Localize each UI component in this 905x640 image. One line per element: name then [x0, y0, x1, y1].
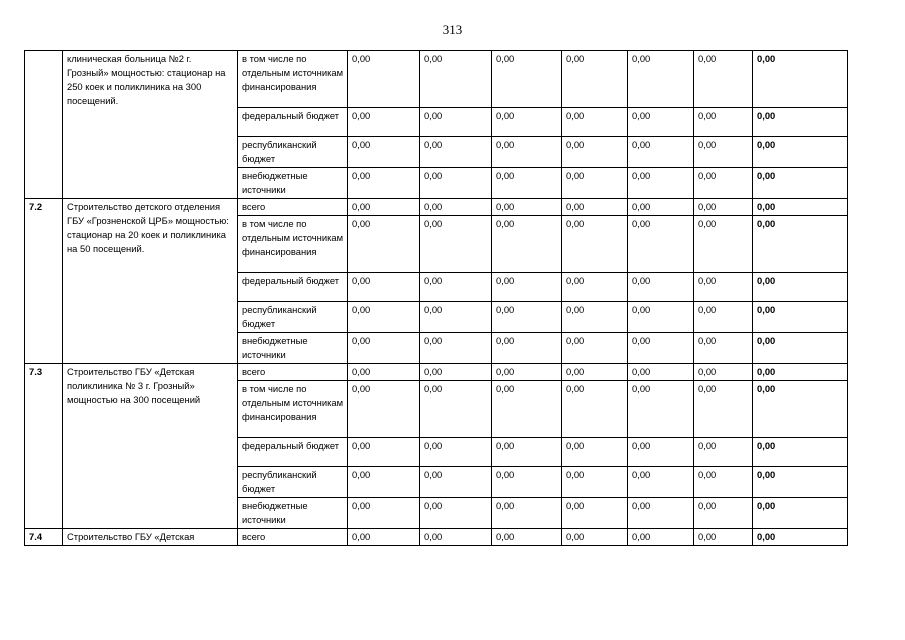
year-value: 0,00 — [628, 498, 694, 529]
year-value: 0,00 — [492, 108, 562, 137]
year-value: 0,00 — [628, 302, 694, 333]
year-value: 0,00 — [420, 199, 492, 216]
year-value: 0,00 — [348, 498, 420, 529]
funding-source: в том числе по отдельным источникам финансирования — [238, 51, 348, 108]
year-value: 0,00 — [492, 529, 562, 546]
year-value: 0,00 — [694, 168, 753, 199]
total-value: 0,00 — [753, 302, 848, 333]
year-value: 0,00 — [694, 137, 753, 168]
year-value: 0,00 — [628, 364, 694, 381]
funding-source: всего — [238, 529, 348, 546]
year-value: 0,00 — [694, 333, 753, 364]
year-value: 0,00 — [562, 137, 628, 168]
year-value: 0,00 — [420, 381, 492, 438]
total-value: 0,00 — [753, 333, 848, 364]
year-value: 0,00 — [694, 273, 753, 302]
total-value: 0,00 — [753, 438, 848, 467]
year-value: 0,00 — [348, 199, 420, 216]
year-value: 0,00 — [348, 137, 420, 168]
year-value: 0,00 — [348, 333, 420, 364]
total-value: 0,00 — [753, 467, 848, 498]
year-value: 0,00 — [420, 302, 492, 333]
funding-source: всего — [238, 199, 348, 216]
year-value: 0,00 — [492, 51, 562, 108]
year-value: 0,00 — [628, 438, 694, 467]
year-value: 0,00 — [348, 438, 420, 467]
year-value: 0,00 — [694, 199, 753, 216]
year-value: 0,00 — [492, 333, 562, 364]
project-number — [25, 51, 63, 199]
project-number: 7.4 — [25, 529, 63, 546]
year-value: 0,00 — [562, 216, 628, 273]
year-value: 0,00 — [420, 438, 492, 467]
page-number: 313 — [442, 22, 463, 37]
project-number: 7.3 — [25, 364, 63, 529]
table-row — [25, 199, 848, 216]
year-value: 0,00 — [492, 467, 562, 498]
year-value: 0,00 — [562, 302, 628, 333]
year-value: 0,00 — [420, 529, 492, 546]
year-value: 0,00 — [348, 216, 420, 273]
year-value: 0,00 — [628, 381, 694, 438]
year-value: 0,00 — [562, 498, 628, 529]
year-value: 0,00 — [694, 364, 753, 381]
funding-source: федеральный бюджет — [238, 108, 348, 137]
year-value: 0,00 — [628, 51, 694, 108]
year-value: 0,00 — [694, 438, 753, 467]
year-value: 0,00 — [694, 498, 753, 529]
project-name: Строительство детского отделения ГБУ «Грозненской ЦРБ» мощностью: стационар на 20 коек и поликлиника на 50 посещений. — [63, 199, 238, 364]
year-value: 0,00 — [492, 273, 562, 302]
total-value: 0,00 — [753, 216, 848, 273]
year-value: 0,00 — [628, 467, 694, 498]
year-value: 0,00 — [628, 216, 694, 273]
year-value: 0,00 — [348, 467, 420, 498]
year-value: 0,00 — [420, 364, 492, 381]
table-body — [25, 51, 848, 546]
year-value: 0,00 — [628, 108, 694, 137]
year-value: 0,00 — [694, 51, 753, 108]
year-value: 0,00 — [420, 498, 492, 529]
year-value: 0,00 — [420, 216, 492, 273]
total-value: 0,00 — [753, 137, 848, 168]
total-value: 0,00 — [753, 168, 848, 199]
total-value: 0,00 — [753, 199, 848, 216]
budget-table — [24, 50, 848, 546]
year-value: 0,00 — [562, 529, 628, 546]
table-row — [25, 364, 848, 381]
year-value: 0,00 — [492, 168, 562, 199]
year-value: 0,00 — [562, 199, 628, 216]
table-row — [25, 51, 848, 108]
year-value: 0,00 — [492, 498, 562, 529]
year-value: 0,00 — [694, 216, 753, 273]
year-value: 0,00 — [492, 438, 562, 467]
project-name: Строительство ГБУ «Детская поликлиника № 3 г. Грозный» мощностью на 300 посещений — [63, 364, 238, 529]
total-value: 0,00 — [753, 273, 848, 302]
year-value: 0,00 — [562, 381, 628, 438]
year-value: 0,00 — [492, 364, 562, 381]
year-value: 0,00 — [694, 302, 753, 333]
year-value: 0,00 — [694, 467, 753, 498]
year-value: 0,00 — [694, 529, 753, 546]
year-value: 0,00 — [492, 381, 562, 438]
year-value: 0,00 — [562, 168, 628, 199]
year-value: 0,00 — [492, 216, 562, 273]
year-value: 0,00 — [628, 273, 694, 302]
year-value: 0,00 — [628, 168, 694, 199]
year-value: 0,00 — [562, 108, 628, 137]
year-value: 0,00 — [420, 108, 492, 137]
year-value: 0,00 — [628, 333, 694, 364]
year-value: 0,00 — [420, 137, 492, 168]
year-value: 0,00 — [420, 333, 492, 364]
year-value: 0,00 — [562, 467, 628, 498]
funding-source: внебюджетные источники — [238, 333, 348, 364]
year-value: 0,00 — [628, 529, 694, 546]
funding-source: в том числе по отдельным источникам финансирования — [238, 381, 348, 438]
funding-source: в том числе по отдельным источникам финансирования — [238, 216, 348, 273]
total-value: 0,00 — [753, 498, 848, 529]
funding-source: внебюджетные источники — [238, 168, 348, 199]
year-value: 0,00 — [492, 137, 562, 168]
year-value: 0,00 — [562, 333, 628, 364]
year-value: 0,00 — [628, 199, 694, 216]
year-value: 0,00 — [348, 168, 420, 199]
project-name: Строительство ГБУ «Детская — [63, 529, 238, 546]
year-value: 0,00 — [348, 529, 420, 546]
funding-source: всего — [238, 364, 348, 381]
year-value: 0,00 — [492, 199, 562, 216]
funding-source: федеральный бюджет — [238, 273, 348, 302]
year-value: 0,00 — [420, 168, 492, 199]
year-value: 0,00 — [492, 302, 562, 333]
funding-source: республиканский бюджет — [238, 302, 348, 333]
year-value: 0,00 — [562, 51, 628, 108]
year-value: 0,00 — [420, 467, 492, 498]
year-value: 0,00 — [348, 51, 420, 108]
year-value: 0,00 — [694, 108, 753, 137]
funding-source: внебюджетные источники — [238, 498, 348, 529]
project-name: клиническая больница №2 г. Грозный» мощностью: стационар на 250 коек и поликлиника на 300 посещений. — [63, 51, 238, 199]
project-number: 7.2 — [25, 199, 63, 364]
year-value: 0,00 — [562, 273, 628, 302]
total-value: 0,00 — [753, 381, 848, 438]
funding-source: республиканский бюджет — [238, 467, 348, 498]
table-row — [25, 529, 848, 546]
year-value: 0,00 — [420, 273, 492, 302]
year-value: 0,00 — [348, 108, 420, 137]
year-value: 0,00 — [348, 302, 420, 333]
funding-source: федеральный бюджет — [238, 438, 348, 467]
year-value: 0,00 — [348, 273, 420, 302]
total-value: 0,00 — [753, 364, 848, 381]
year-value: 0,00 — [420, 51, 492, 108]
total-value: 0,00 — [753, 529, 848, 546]
year-value: 0,00 — [348, 364, 420, 381]
total-value: 0,00 — [753, 51, 848, 108]
year-value: 0,00 — [694, 381, 753, 438]
year-value: 0,00 — [628, 137, 694, 168]
year-value: 0,00 — [348, 381, 420, 438]
total-value: 0,00 — [753, 108, 848, 137]
year-value: 0,00 — [562, 438, 628, 467]
year-value: 0,00 — [562, 364, 628, 381]
funding-source: республиканский бюджет — [238, 137, 348, 168]
